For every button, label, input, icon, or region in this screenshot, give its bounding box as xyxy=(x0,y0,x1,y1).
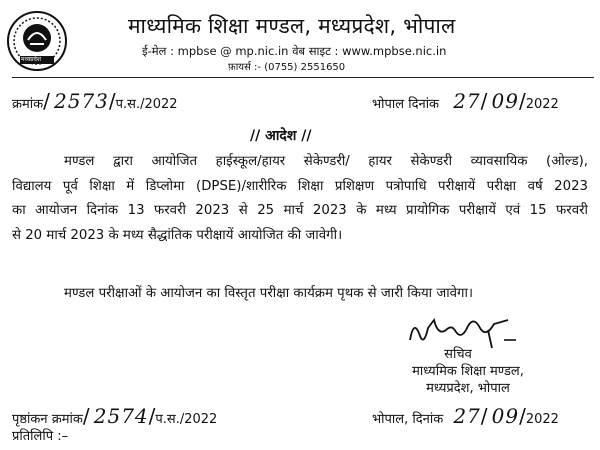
endorsement-date-label: भोपाल, दिनांक xyxy=(372,412,444,427)
order-reference: क्रमांक/ 2573/प.स./2022 xyxy=(12,89,178,113)
board-title: माध्यमिक शिक्षा मण्डल, मध्यप्रदेश, भोपाल xyxy=(128,14,456,38)
seal-caption: मध्यप्रदेश xyxy=(20,56,41,63)
endorsement-label: पृष्ठांकन क्रमांक xyxy=(12,412,83,427)
body-line: का आयोजन दिनांक 13 फरवरी 2023 से 25 मार्च 2023 के मध्य प्रायोगिक परीक्षायें एवं 15 फरवरी xyxy=(12,203,588,218)
endorsement-year: 2022 xyxy=(525,412,559,427)
endorsement-day: 27 xyxy=(453,404,481,428)
order-year: 2022 xyxy=(525,97,559,112)
signature-icon xyxy=(404,310,524,350)
endorsement-number: 2574 xyxy=(93,404,149,428)
order-month: 09 xyxy=(491,89,519,113)
order-body-paragraph-2: मण्डल परीक्षाओं के आयोजन का विस्तृत परीक्षा कार्यक्रम पृथक से जारी किया जावेगा। xyxy=(64,286,474,301)
endorsement-reference: पृष्ठांकन क्रमांक/ 2574/प.स./2022 xyxy=(12,404,218,428)
signatory-org-line1: माध्यमिक शिक्षा मण्डल, xyxy=(412,364,524,379)
body-line: विद्यालय पूर्व शिक्षा में डिप्लोमा (DPSE)/शारीरिक शिक्षा प्रशिक्षण पत्रोपाधि परीक्षायें परीक्षा वर्ष 2023 xyxy=(12,178,588,194)
header-divider xyxy=(12,77,594,78)
order-number-label: क्रमांक xyxy=(12,97,44,112)
order-date: भोपाल दिनांक 27/ 09/2022 xyxy=(372,89,559,113)
signatory-org-line2: मध्यप्रदेश, भोपाल xyxy=(426,380,510,396)
endorsement-date: भोपाल, दिनांक 27/ 09/2022 xyxy=(372,404,559,428)
board-contact: ई-मेल : mpbse @ mp.nic.in वेब साइट : www.mpbse.nic.in xyxy=(142,44,447,58)
order-suffix: प.स./2022 xyxy=(115,97,178,112)
order-title: // आदेश // xyxy=(250,128,312,144)
board-phone: फ़ायर्स :- (0755) 2551650 xyxy=(228,62,346,73)
order-day: 27 xyxy=(453,89,481,113)
signatory-block xyxy=(398,347,518,364)
body-line: से 20 मार्च 2023 के मध्य सैद्धांतिक परीक्षायें आयोजित की जावेगी। xyxy=(12,227,343,243)
endorsement-month: 09 xyxy=(491,404,520,428)
signatory-designation: सचिव xyxy=(444,347,472,362)
signatory-org xyxy=(388,364,548,397)
order-body xyxy=(12,150,588,248)
copy-to-label: प्रतिलिपि :– xyxy=(12,429,69,444)
order-number: 2573 xyxy=(54,89,109,113)
endorsement-suffix: प.स./2022 xyxy=(155,412,218,427)
order-date-label: भोपाल दिनांक xyxy=(372,97,440,112)
body-line: मण्डल द्वारा आयोजित हाईस्कूल/हायर सेकेण्डरी/ हायर सेकेण्डरी व्यावसायिक (ओल्ड), xyxy=(64,154,588,169)
